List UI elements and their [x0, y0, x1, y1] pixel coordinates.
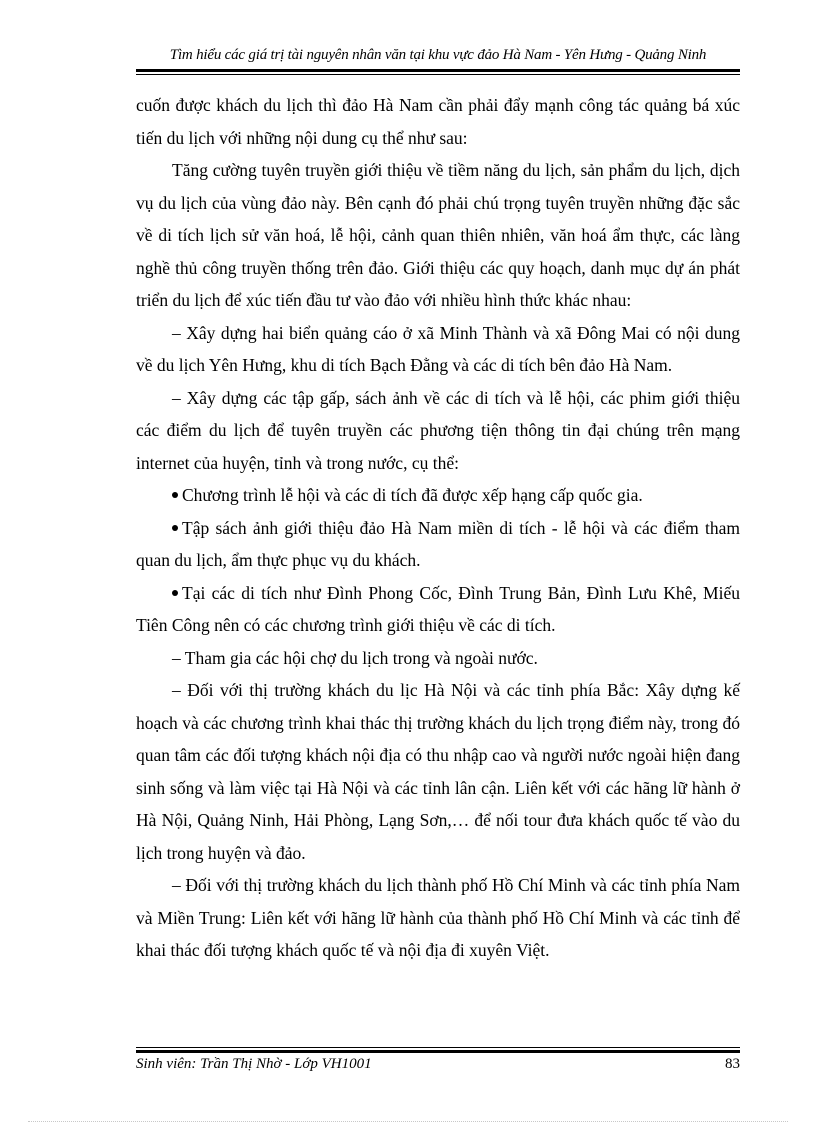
bullet-item [136, 577, 740, 642]
footer-rule [136, 1050, 740, 1053]
paragraph: cuốn được khách du lịch thì đảo Hà Nam cần phải đẩy mạnh công tác quảng bá xúc tiến du lịch với những nội dung cụ thể như sau: [136, 95, 740, 148]
bullet-icon [172, 492, 178, 498]
paragraph: – Đối với thị trường khách du lịch thành phố Hồ Chí Minh và các tỉnh phía Nam và Miền Trung: Liên kết với hãng lữ hành của thành phố Hồ Chí Minh và các tỉnh để khai thác đối tượng khách quốc tế và nội địa đi xuyên Việt. [136, 875, 740, 960]
page-body [136, 89, 740, 967]
footer-student: Sinh viên: Trần Thị Nhờ - Lớp VH1001 [136, 1056, 372, 1072]
paragraph: – Xây dựng hai biển quảng cáo ở xã Minh Thành và xã Đông Mai có nội dung về du lịch Yên Hưng, khu di tích Bạch Đằng và các di tích bên đảo Hà Nam. [136, 322, 740, 375]
bullet-text: Tại các di tích như Đình Phong Cốc, Đình Trung Bản, Đình Lưu Khê, Miếu Tiên Công nên có các chương trình giới thiệu về các di tích. [136, 582, 740, 635]
bullet-icon [172, 590, 178, 596]
page-edge-dotted-line [28, 1121, 788, 1122]
paragraph: – Xây dựng các tập gấp, sách ảnh về các di tích và lễ hội, các phim giới thiệu các điểm du lịch để tuyên truyền các phương tiện thông tin đại chúng trên mạng internet của huyện, tỉnh và trong nước, cụ thể: [136, 387, 740, 473]
header-rule [136, 69, 740, 72]
paragraph: – Đối với thị trường khách du lịc Hà Nội và các tỉnh phía Bắc: Xây dựng kế hoạch và các chương trình khai thác thị trường khách du lịch trọng điểm này, trong đó quan tâm các đối tượng khách nội địa có thu nhập cao và người nước ngoài hiện đang sinh sống và làm việc tại Hà Nội và các tỉnh lân cận. Liên kết với các hãng lữ hành ở Hà Nội, Quảng Ninh, Hải Phòng, Lạng Sơn,… để nối tour đưa khách quốc tế vào du lịch trong huyện và đảo. [136, 680, 740, 863]
paragraph: Tăng cường tuyên truyền giới thiệu về tiềm năng du lịch, sản phẩm du lịch, dịch vụ du lịch của vùng đảo này. Bên cạnh đó phải chú trọng tuyên truyền những đặc sắc về di tích lịch sử văn hoá, lễ hội, cảnh quan thiên nhiên, văn hoá ẩm thực, các làng nghề thủ công truyền thống trên đảo. Giới thiệu các quy hoạch, danh mục dự án phát triển du lịch để xúc tiến đầu tư vào đảo với nhiều hình thức khác nhau: [136, 160, 740, 310]
bullet-icon [172, 525, 178, 531]
paragraph: – Tham gia các hội chợ du lịch trong và ngoài nước. [172, 647, 538, 668]
header-rule-thin [136, 74, 740, 75]
running-header: Tìm hiểu các giá trị tài nguyên nhân văn tại khu vực đảo Hà Nam - Yên Hưng - Quảng Ninh [169, 47, 707, 63]
footer-rule-thin [136, 1047, 740, 1048]
bullet-item [136, 512, 740, 577]
page-number: 83 [725, 1056, 740, 1072]
bullet-text: Chương trình lễ hội và các di tích đã được xếp hạng cấp quốc gia. [182, 485, 643, 505]
bullet-text: Tập sách ảnh giới thiệu đảo Hà Nam miền di tích - lễ hội và các điểm tham quan du lịch, ẩm thực phục vụ du khách. [136, 517, 740, 570]
bullet-item [136, 479, 740, 512]
